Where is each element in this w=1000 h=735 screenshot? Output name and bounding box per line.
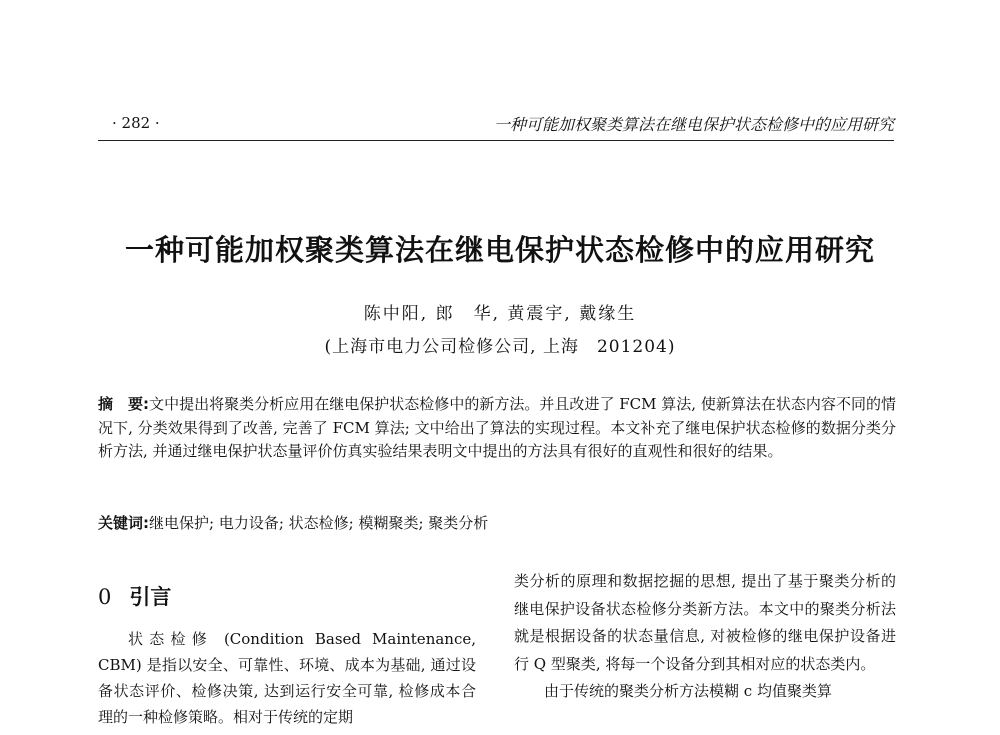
right-column	[514, 568, 896, 706]
keywords-label: 关键词:	[98, 514, 149, 532]
abstract	[98, 393, 896, 464]
section-heading	[98, 581, 171, 611]
body-paragraph: 状态检修 (Condition Based Maintenance, CBM) 是指以安全、可靠性、环境、成本为基础, 通过设备状态评价、检修决策, 达到运行安全可靠, 检修成本合理的一种检修策略。相对于传统的定期	[98, 630, 476, 726]
keywords	[98, 511, 896, 535]
section-number: 0	[98, 585, 112, 609]
body-paragraph: 类分析的原理和数据挖掘的思想, 提出了基于聚类分析的继电保护设备状态检修分类新方法。本文中的聚类分析法就是根据设备的状态量信息, 对被检修的继电保护设备进行 Q 型聚类, 将每一个设备分到其相对应的状态类内。	[514, 572, 896, 673]
paper-affiliation: (上海市电力公司检修公司, 上海 201204)	[324, 337, 676, 357]
body-paragraph: 由于传统的聚类分析方法模糊 c 均值聚类算	[544, 682, 832, 700]
abstract-label: 摘 要:	[98, 395, 150, 413]
abstract-text: 文中提出将聚类分析应用在继电保护状态检修中的新方法。并且改进了 FCM 算法, 使新算法在状态内容不同的情况下, 分类效果得到了改善, 完善了 FCM 算法; 文中给出了算法的实现过程。本文补充了继电保护状态检修的数据分类分析方法, 并通过继电保护状态量评价仿真实验结果表明文中提出的方法具有很好的直观性和很好的结果。	[98, 395, 897, 460]
left-column	[98, 626, 476, 730]
running-title: 一种可能加权聚类算法在继电保护状态检修中的应用研究	[493, 115, 894, 134]
paper-title: 一种可能加权聚类算法在继电保护状态检修中的应用研究	[124, 233, 875, 267]
section-title: 引言	[129, 585, 172, 609]
page-number: · 282 ·	[112, 114, 160, 132]
keywords-text: 继电保护; 电力设备; 状态检修; 模糊聚类; 聚类分析	[149, 514, 489, 532]
paper-authors: 陈中阳, 郎 华, 黄震宇, 戴缘生	[363, 304, 637, 324]
running-header	[98, 108, 894, 141]
